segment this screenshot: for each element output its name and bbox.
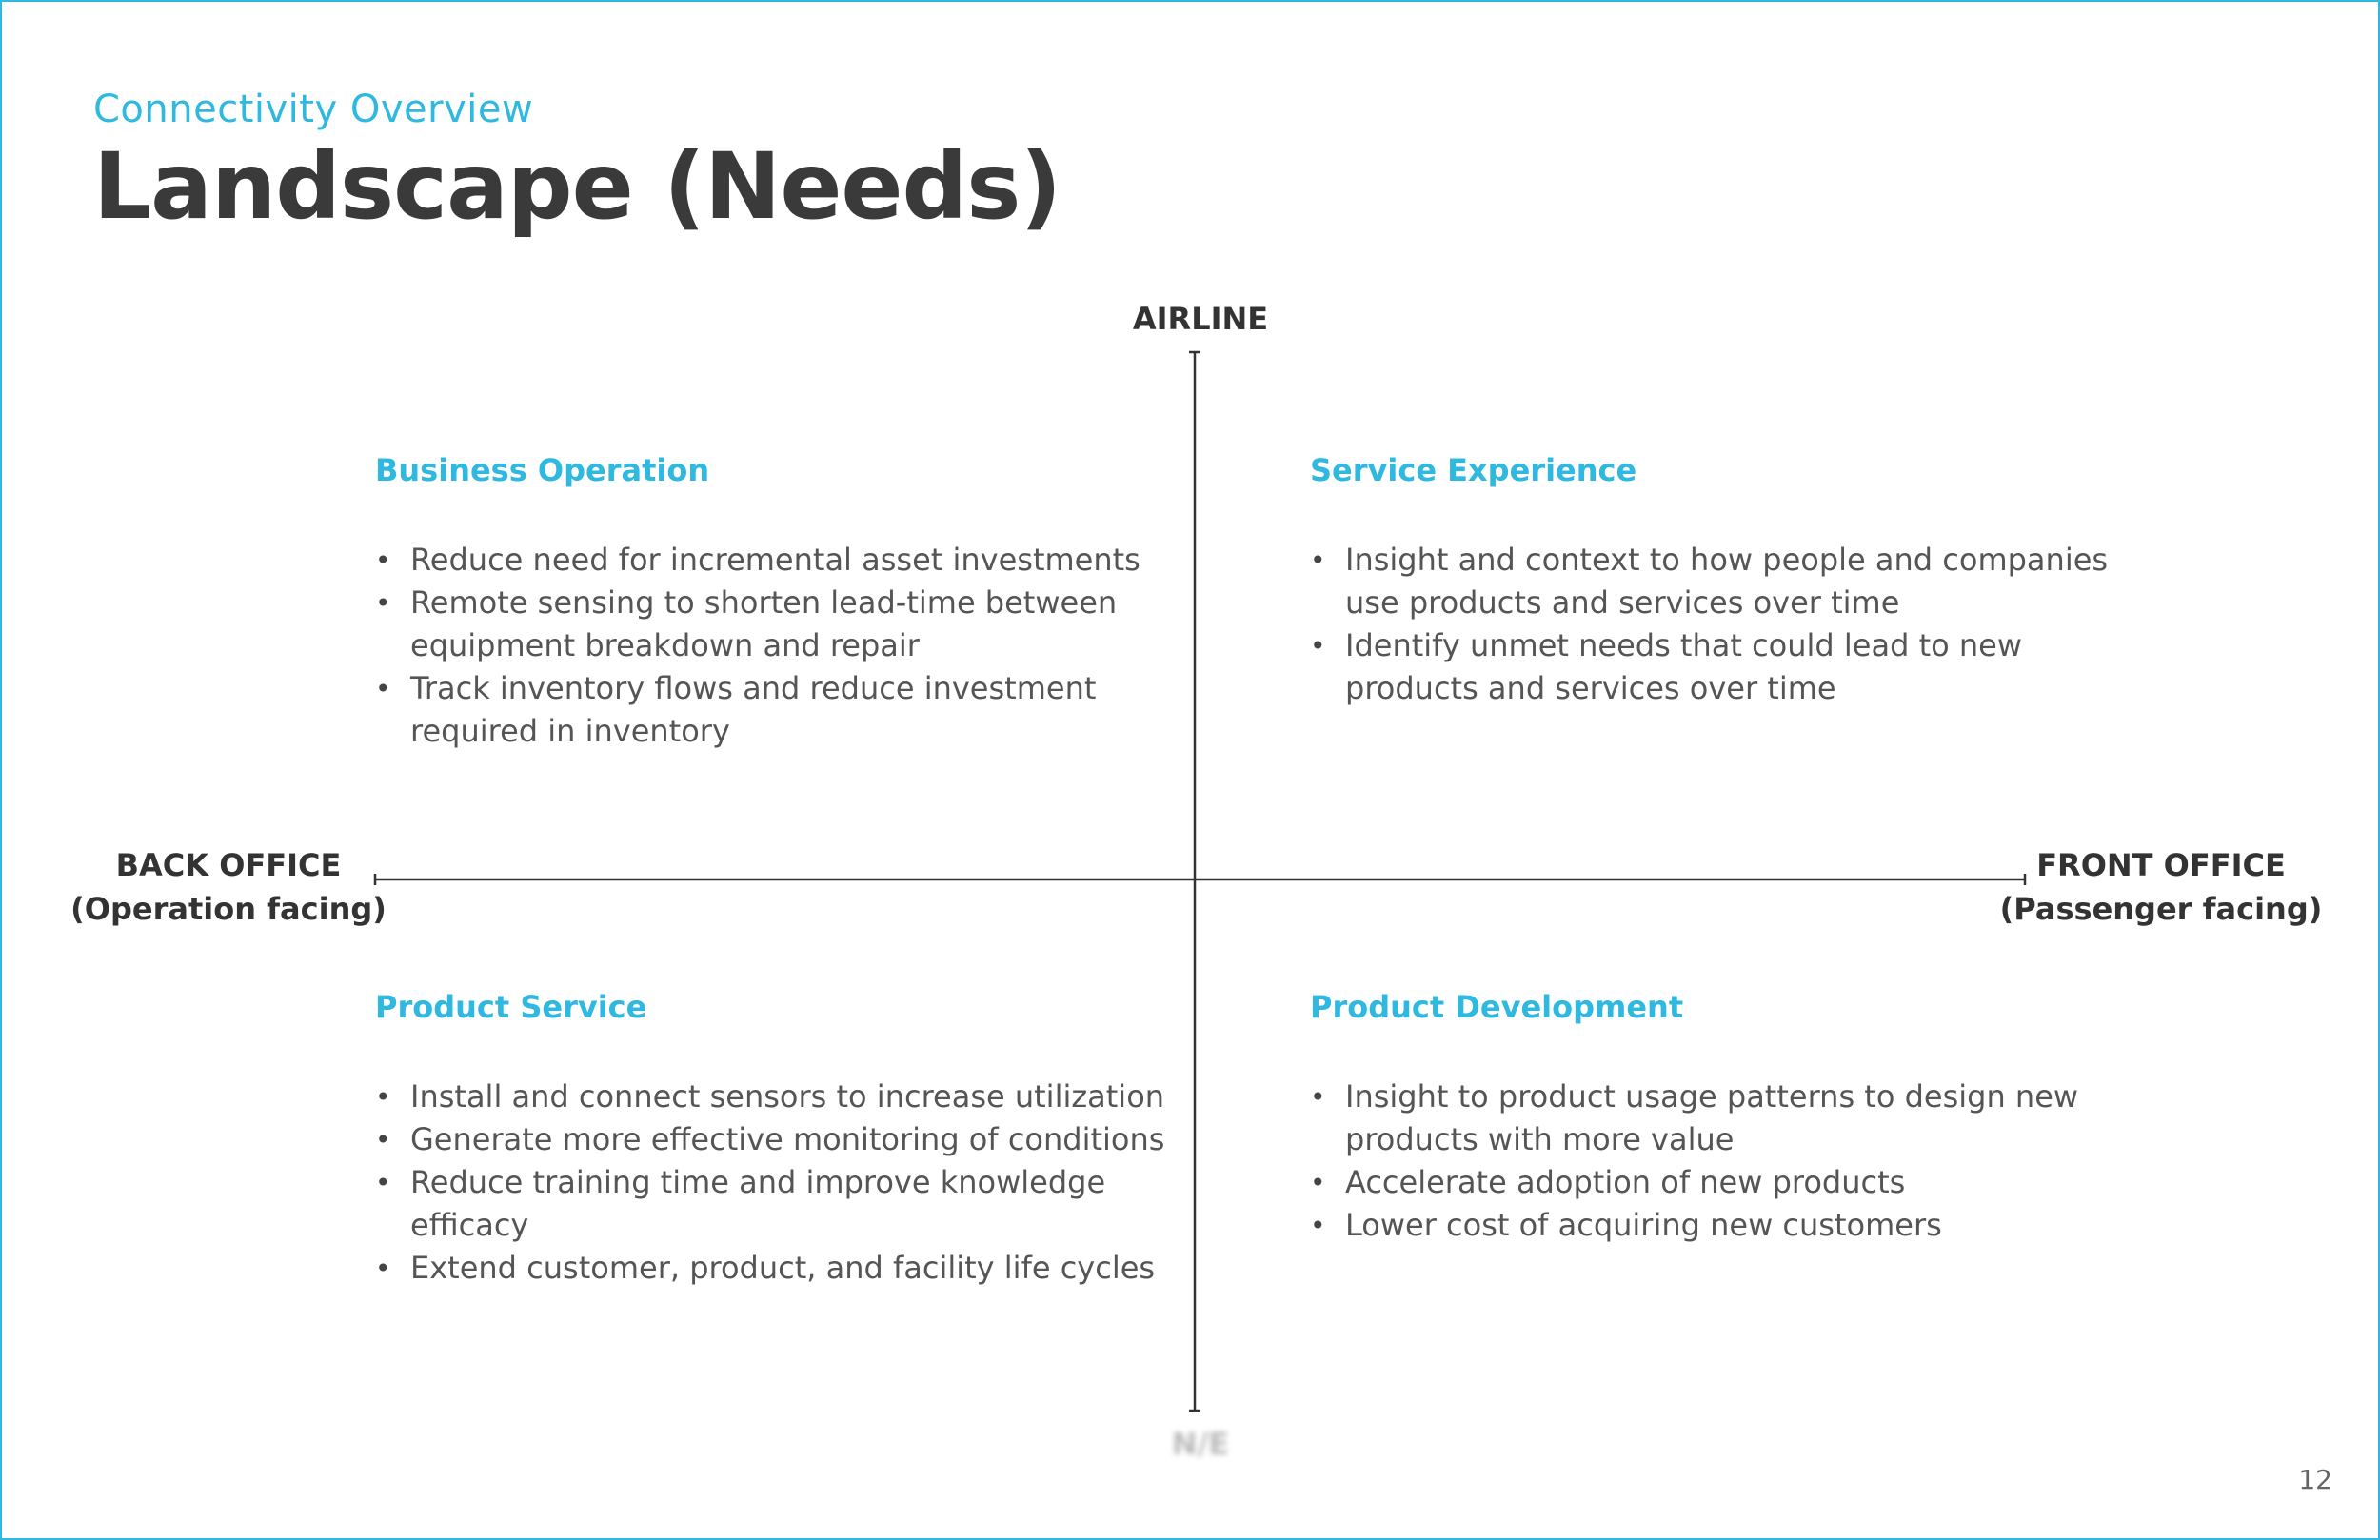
- axis-label-left: [67, 843, 390, 931]
- page-number: 12: [2298, 1464, 2332, 1495]
- page-title: Landscape (Needs): [93, 133, 1061, 240]
- quadrant-title: Service Experience: [1310, 452, 1637, 488]
- quadrant-title: Business Operation: [375, 452, 710, 488]
- list-item: • Accelerate adoption of new products: [1310, 1161, 2138, 1204]
- quadrant-product-development: [1310, 988, 2138, 1247]
- list-item: • Remote sensing to shorten lead-time between equipment breakdown and repair: [375, 582, 1203, 667]
- quadrant-product-service: [375, 988, 1203, 1290]
- list-item: • Reduce training time and improve knowledge efficacy: [375, 1161, 1203, 1247]
- quadrant-list: [375, 539, 1203, 753]
- quadrant-title: Product Service: [375, 989, 647, 1025]
- axis-label-right-line2: (Passenger facing): [1999, 891, 2323, 927]
- list-item: • Track inventory flows and reduce investment required in inventory: [375, 667, 1203, 753]
- section-kicker: Connectivity Overview: [93, 88, 534, 131]
- list-item: • Lower cost of acquiring new customers: [1310, 1204, 2138, 1247]
- list-item: • Generate more effective monitoring of conditions: [375, 1118, 1203, 1161]
- axis-label-left-line1: BACK OFFICE: [115, 847, 342, 883]
- list-item: • Install and connect sensors to increase utilization: [375, 1076, 1203, 1118]
- axis-label-bottom: N/E: [1171, 1426, 1230, 1462]
- quadrant-title: Product Development: [1310, 989, 1684, 1025]
- axis-label-left-line2: (Operation facing): [70, 891, 387, 927]
- list-item: • Insight to product usage patterns to design new products with more value: [1310, 1076, 2138, 1161]
- quadrant-list: [375, 1076, 1203, 1290]
- list-item: • Extend customer, product, and facility life cycles: [375, 1247, 1203, 1290]
- axis-label-right-line1: FRONT OFFICE: [2036, 847, 2286, 883]
- list-item: • Reduce need for incremental asset investments: [375, 539, 1203, 582]
- quadrant-list: [1310, 1076, 2138, 1247]
- axis-label-right: [1999, 843, 2323, 931]
- axis-label-top: AIRLINE: [1132, 301, 1269, 337]
- quadrant-list: [1310, 539, 2138, 710]
- list-item: • Insight and context to how people and companies use products and services over time: [1310, 539, 2138, 624]
- list-item: • Identify unmet needs that could lead to new products and services over time: [1310, 624, 2138, 710]
- quadrant-service-experience: [1310, 451, 2138, 710]
- quadrant-business-operation: [375, 451, 1203, 753]
